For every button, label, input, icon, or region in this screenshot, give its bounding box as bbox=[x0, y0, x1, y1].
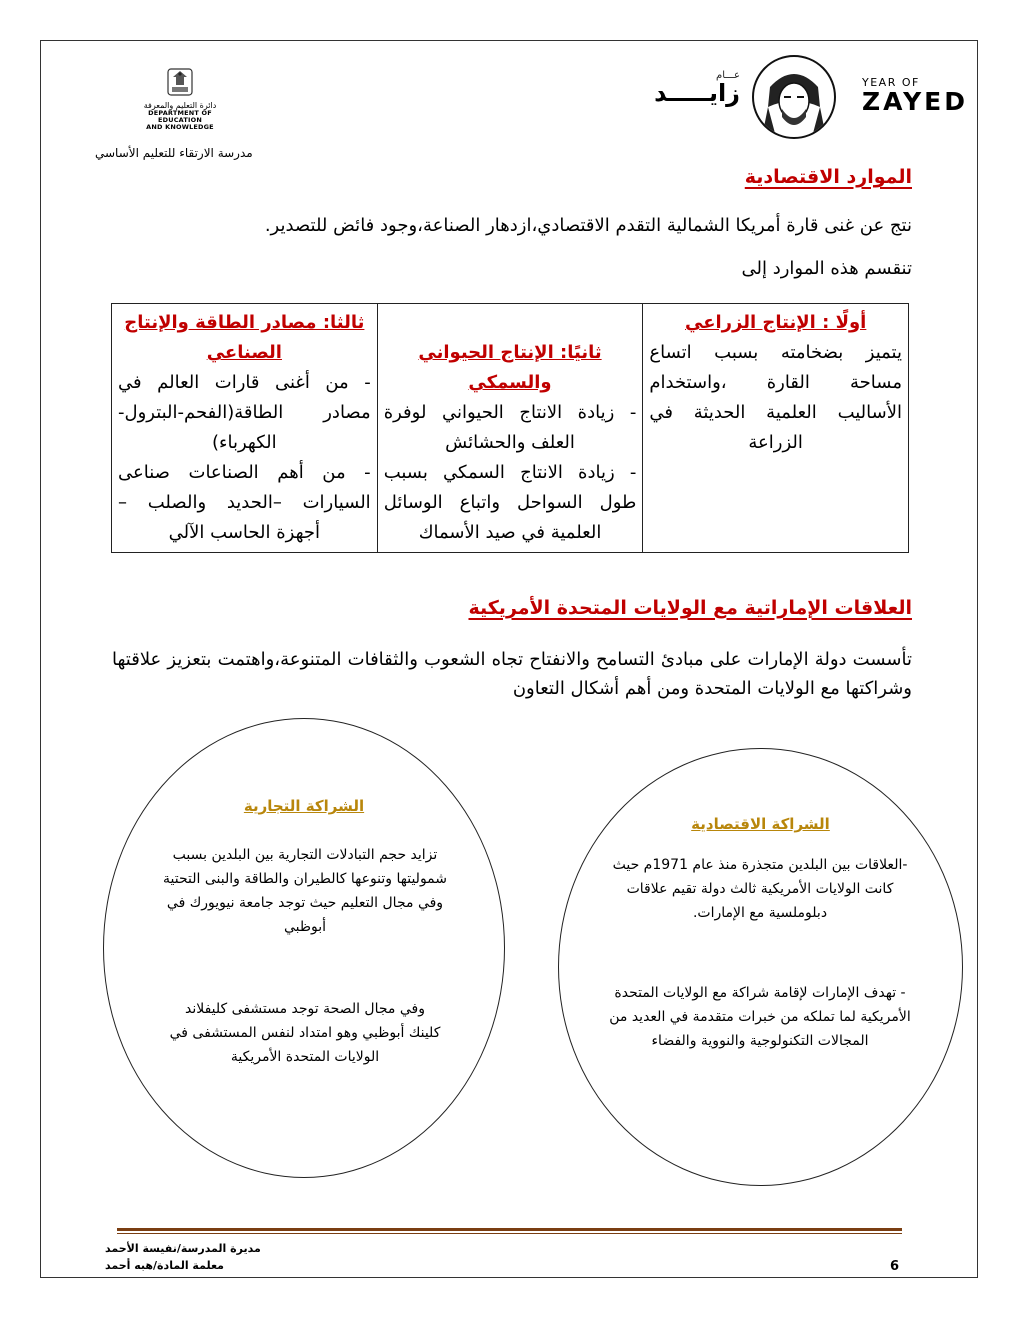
economic-partnership-text-2: - تهدف الإمارات لإقامة شراكة مع الولايات المتحدة الأمريكية لما تملكه من خبرات متقدمة في العديد من المجالات التكنولوجية والنووية والفضاء bbox=[609, 985, 911, 1049]
year-of-label: YEAR OF bbox=[862, 76, 920, 89]
falcon-emblem-icon bbox=[160, 65, 200, 99]
economic-partnership-circle bbox=[558, 748, 963, 1186]
doe-english-name-2: AND KNOWLEDGE bbox=[146, 123, 214, 131]
year-zayed-ar-big: زايـــــد bbox=[654, 79, 740, 107]
animal-fish-body-1: - زيادة الانتاج الحيواني لوفرة العلف والحشائش bbox=[383, 402, 637, 453]
trade-partnership-title: الشراكة التجارية bbox=[243, 797, 365, 815]
year-zayed-arabic bbox=[640, 70, 740, 107]
year-of-zayed-english bbox=[862, 76, 969, 116]
year-zayed-ar-small: عـــام bbox=[716, 70, 740, 81]
section2-paragraph: تأسست دولة الإمارات على مبادئ التسامح والانفتاح تجاه الشعوب والثقافات المتنوعة،واهتمت بتعزيز علاقتها وشراكتها مع الولايات المتحدة ومن أهم أشكال التعاون bbox=[112, 649, 912, 699]
energy-industry-body-1: - من أغنى قارات العالم في مصادر الطاقة(الفحم-البترول-الكهرباء) bbox=[118, 372, 371, 453]
economic-partnership-title: الشراكة الاقتصادية bbox=[691, 815, 830, 833]
section2-title: العلاقات الإماراتية مع الولايات المتحدة الأمريكية bbox=[468, 597, 912, 619]
doe-logo bbox=[125, 65, 235, 131]
footer-rule-thin bbox=[117, 1233, 902, 1234]
section1-intro: نتج عن غنى قارة أمريكا الشمالية التقدم الاقتصادي،ازدهار الصناعة،وجود فائض للتصدير. bbox=[264, 215, 912, 236]
animal-fish-body-2: - زيادة الانتاج السمكي بسبب طول السواحل واتباع الوسائل العلمية في صيد الأسماك bbox=[383, 462, 637, 543]
resources-table bbox=[111, 303, 909, 553]
trade-partnership-circle bbox=[103, 718, 505, 1178]
animal-fish-heading: ثانيًا: الإنتاج الحيواني والسمكي bbox=[418, 342, 602, 393]
trade-partnership-text-1: تزايد حجم التبادلات التجارية بين البلدين بسبب شموليتها وتنوعها كالطيران والطاقة والبنى التحتية وفي مجال التعليم حيث توجد جامعة نيويورك في أبوظبي bbox=[163, 847, 447, 935]
section1-divided: تنقسم هذه الموارد إلى bbox=[741, 258, 912, 279]
trade-partnership-text-2: وفي مجال الصحة توجد مستشفى كليفلاند كلينك أبوظبي وهو امتداد لنفس المستشفى في الولايات المتحدة الأمريكية bbox=[169, 1001, 441, 1065]
column-animal-fish bbox=[377, 304, 643, 553]
footer-teacher: معلمة المادة/هبه أحمد bbox=[105, 1259, 224, 1272]
zayed-label: ZAYED bbox=[862, 87, 969, 116]
energy-industry-heading: ثالثا: مصادر الطاقة والإنتاج الصناعي bbox=[124, 312, 365, 363]
agriculture-body: يتميز بضخامته بسبب اتساع مساحة القارة ،واستخدام الأساليب العلمية الحديثة في الزراعة bbox=[649, 342, 902, 453]
column-energy-industry bbox=[112, 304, 378, 553]
school-name: مدرسة الارتقاء للتعليم الأساسي bbox=[95, 146, 253, 160]
energy-industry-body-2: - من أهم الصناعات صناعى السيارات –الحديد والصلب – أجهزة الحاسب الآلي bbox=[118, 462, 371, 543]
zayed-portrait-icon bbox=[752, 55, 836, 139]
doe-english-name-1: DEPARTMENT OF EDUCATION bbox=[148, 109, 212, 124]
doe-arabic-name: دائرة التعليم والمعرفة bbox=[143, 101, 217, 110]
economic-partnership-text-1: -العلاقات بين البلدين متجذرة منذ عام 1971م حيث كانت الولايات الأمريكية ثالث دولة تقيم علاقات دبلوملسية مع الإمارات. bbox=[612, 857, 908, 921]
footer-principal: مديرة المدرسة/نفيسة الأحمد bbox=[105, 1242, 261, 1255]
section1-title: الموارد الاقتصادية bbox=[744, 166, 912, 188]
page-number: 6 bbox=[890, 1259, 900, 1274]
resources-row bbox=[112, 304, 909, 553]
footer-rule-thick bbox=[117, 1228, 902, 1231]
column-agriculture bbox=[643, 304, 909, 553]
agriculture-heading: أولًا : الإنتاج الزراعي bbox=[685, 312, 867, 333]
